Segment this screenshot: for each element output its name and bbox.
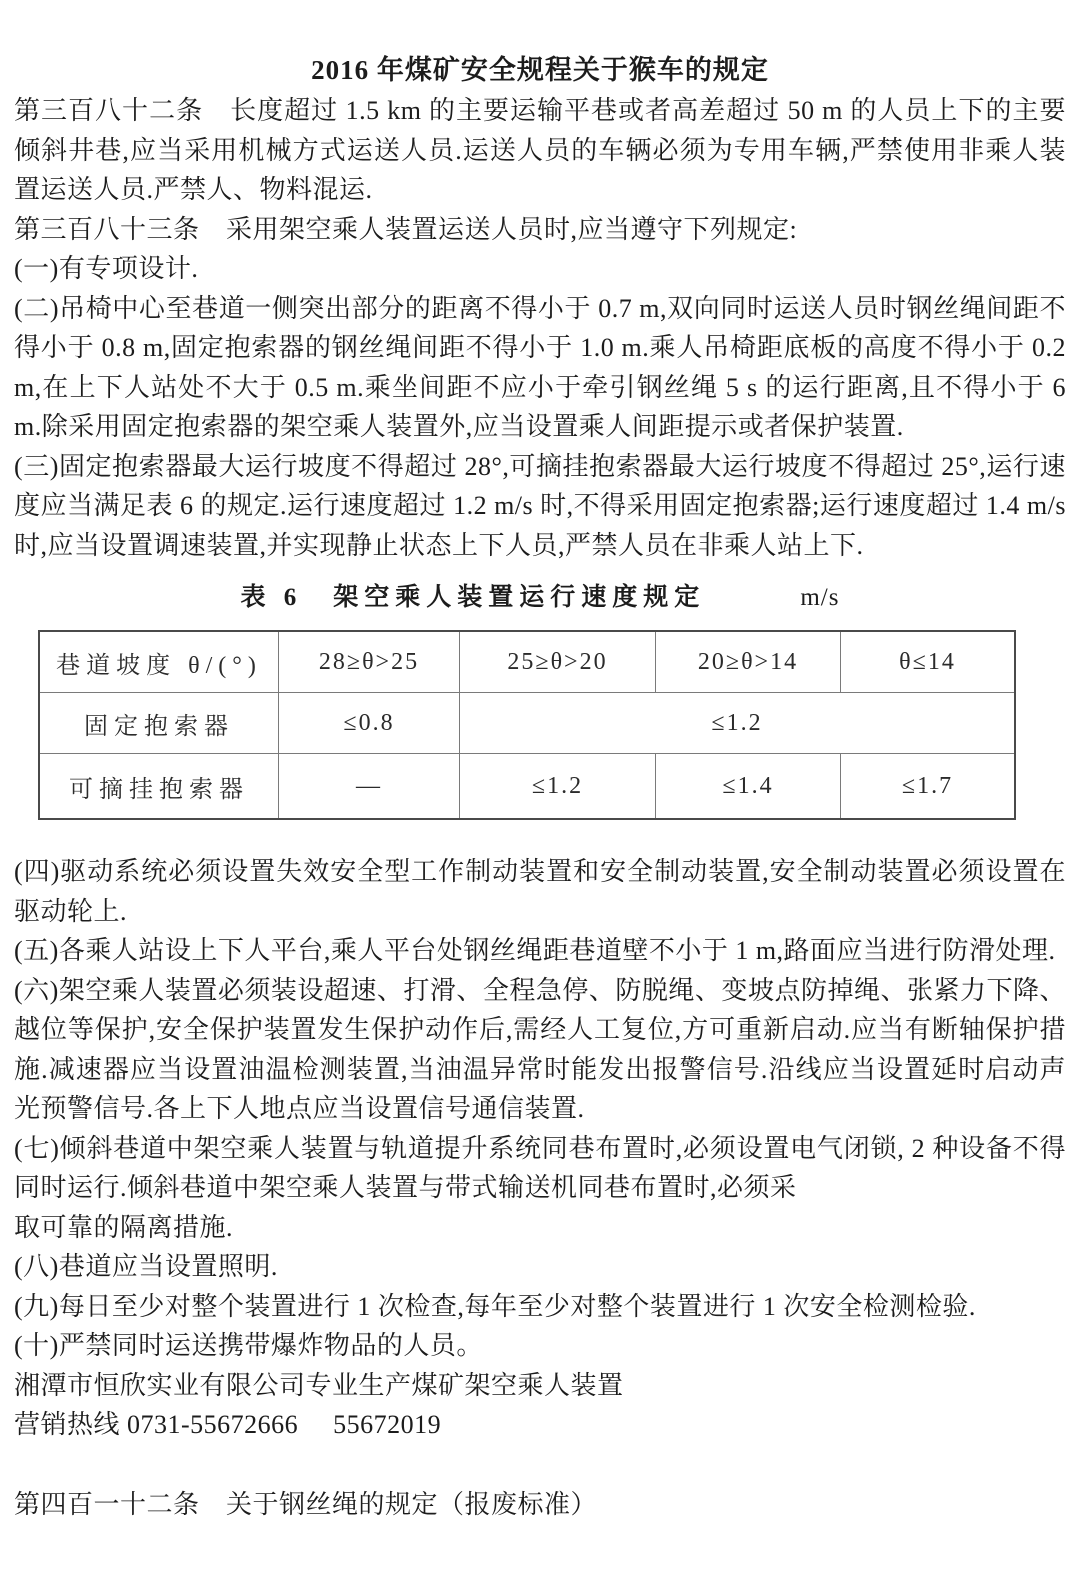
row-label-fixed-gripper: 固定抱索器 [39,693,279,754]
fixed-gripper-speed-2: ≤1.2 [460,693,1016,754]
item-8: (八)巷道应当设置照明. [14,1252,278,1281]
detachable-gripper-speed-2: ≤1.2 [460,754,656,820]
fixed-gripper-speed-1: ≤0.8 [279,693,460,754]
header-cell-le-14: θ≤14 [841,631,1016,693]
speed-limit-table [38,630,1016,820]
item-1: (一)有专项设计. [14,254,199,283]
item-6: (六)架空乘人装置必须装设超速、打滑、全程急停、防脱绳、变坡点防掉绳、张紧力下降、越位等保护,安全保护装置发生保护动作后,需经人工复位,方可重新启动.应当有断轴保护措施.减速器应当设置油温检测装置,当油温异常时能发出报警信号.沿线应当设置延时启动声光预警信号.各上下人地点应当设置信号通信装置. [14,975,1066,1123]
hotline-line: 营销热线 0731-55672666 55672019 [14,1410,442,1439]
detachable-gripper-speed-4: ≤1.7 [841,754,1016,820]
row-label-detachable-gripper: 可摘挂抱索器 [39,754,279,820]
paragraph-article-412: 第四百一十二条 关于钢丝绳的规定（报废标准） [14,1489,598,1519]
table-row-fixed-gripper [39,693,1015,754]
paragraph-article-383: 第三百八十三条 采用架空乘人装置运送人员时,应当遵守下列规定: [14,214,798,244]
detachable-gripper-speed-3: ≤1.4 [656,754,841,820]
header-cell-slope: 巷道坡度 θ/(°) [39,631,279,693]
item-2: (二)吊椅中心至巷道一侧突出部分的距离不得小于 0.7 m,双向同时运送人员时钢丝绳间距不得小于 0.8 m,固定抱索器的钢丝绳间距不得小于 1.0 m.乘人吊椅距底板的高度不得小于 0.2 m,在上下人站处不大于 0.5 m.乘坐间距不应小于牵引钢丝绳 5 s 的运行距离,且不得小于 6 m.除采用固定抱索器的架空乘人装置外,应当设置乘人间距提示或者保护装置. [14,293,1066,441]
table-row-detachable-gripper [39,754,1015,820]
paragraph-article-382: 第三百八十二条 长度超过 1.5 km 的主要运输平巷或者高差超过 50 m 的人员上下的主要倾斜井巷,应当采用机械方式运送人员.运送人员的车辆必须为专用车辆,严禁使用非乘人装置运送人员.严禁人、物料混运. [14,96,1066,204]
item-3: (三)固定抱索器最大运行坡度不得超过 28°,可摘挂抱索器最大运行坡度不得超过 25°,运行速度应当满足表 6 的规定.运行速度超过 1.2 m/s 时,不得采用固定抱索器;运行速度超过 1.4 m/s 时,应当设置调速装置,并实现静止状态上下人员,严禁人员在非乘人站上下. [14,451,1066,560]
item-10: (十)严禁同时运送携带爆炸物品的人员。 [14,1331,483,1360]
item-9: (九)每日至少对整个装置进行 1 次检查,每年至少对整个装置进行 1 次安全检测检验. [14,1291,976,1321]
header-cell-28-25: 28≥θ>25 [279,631,460,693]
table-header-row [39,631,1015,693]
header-cell-20-14: 20≥θ>14 [656,631,841,693]
company-line: 湘潭市恒欣实业有限公司专业生产煤矿架空乘人装置 [14,1370,624,1400]
table-unit-label: m/s [800,584,840,611]
table-caption-text: 表 6 架空乘人装置运行速度规定 [240,584,706,611]
header-cell-25-20: 25≥θ>20 [460,631,656,693]
item-7: (七)倾斜巷道中架空乘人装置与轨道提升系统同巷布置时,必须设置电气闭锁, 2 种设备不得同时运行.倾斜巷道中架空乘人装置与带式输送机同巷布置时,必须采 [14,1133,1066,1202]
detachable-gripper-speed-1: — [279,754,460,820]
table-caption [14,579,1066,617]
document-title: 2016 年煤矿安全规程关于猴车的规定 [311,55,769,85]
item-5: (五)各乘人站设上下人平台,乘人平台处钢丝绳距巷道壁不小于 1 m,路面应当进行防滑处理. [14,936,1056,965]
item-4: (四)驱动系统必须设置失效安全型工作制动装置和安全制动装置,安全制动装置必须设置在驱动轮上. [14,857,1066,926]
item-7-continued: 取可靠的隔离措施. [14,1212,234,1242]
